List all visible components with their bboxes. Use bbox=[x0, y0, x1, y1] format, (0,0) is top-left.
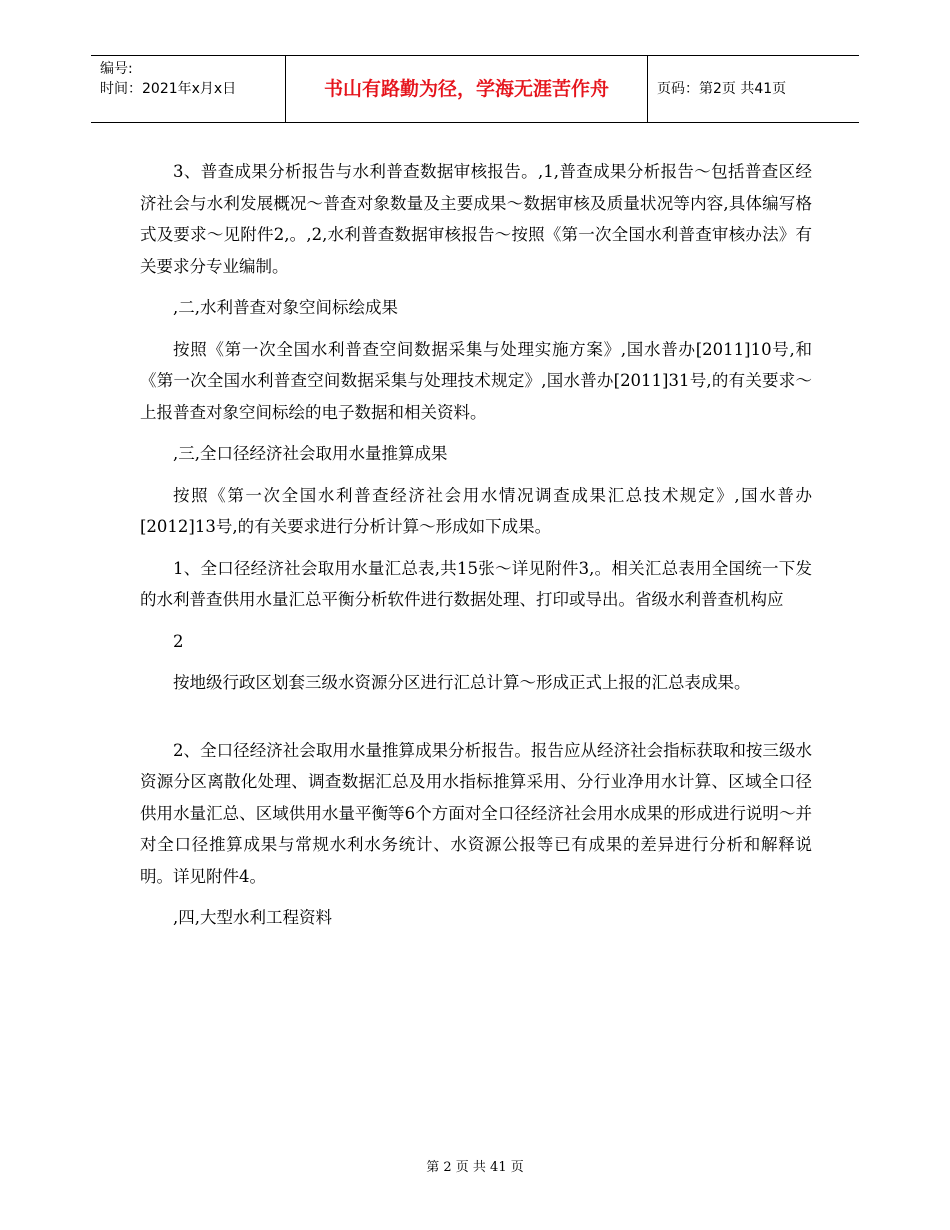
paragraph: 按照《第一次全国水利普查空间数据采集与处理实施方案》,国水普办[2011]10号,和《第一次全国水利普查空间数据采集与处理技术规定》,国水普办[2011]31号,的有关要求～上报普查对象空间标绘的电子数据和相关资料。 bbox=[140, 339, 812, 422]
paragraph: 3、普查成果分析报告与水利普查数据审核报告。,1,普查成果分析报告～包括普查区经济社会与水利发展概况～普查对象数量及主要成果～数据审核及质量状况等内容,具体编写格式及要求～见附件2,。,2,水利普查数据审核报告～按照《第一次全国水利普查审核办法》有关要求分专业编制。 bbox=[140, 162, 812, 276]
paragraph: 2、全口径经济社会取用水量推算成果分析报告。报告应从经济社会指标获取和按三级水资源分区离散化处理、调查数据汇总及用水指标推算采用、分行业净用水计算、区域全口径供用水量汇总、区域供用水量平衡等6个方面对全口径经济社会用水成果的形成进行说明～并对全口径推算成果与常规水利水务统计、水资源公报等已有成果的差异进行分析和解释说明。详见附件4。 bbox=[140, 740, 812, 886]
paragraph: 1、全口径经济社会取用水量汇总表,共15张～详见附件3,。相关汇总表用全国统一下发的水利普查供用水量汇总平衡分析软件进行数据处理、打印或导出。省级水利普查机构应 bbox=[140, 558, 812, 609]
code-label: 编号: bbox=[100, 61, 133, 77]
time-label: 时间：2021年x月x日 bbox=[100, 81, 237, 97]
section-heading: ,四,大型水利工程资料 bbox=[173, 908, 332, 927]
section-heading: ,二,水利普查对象空间标绘成果 bbox=[173, 298, 398, 317]
paragraph: 按地级行政区划套三级水资源分区进行汇总计算～形成正式上报的汇总表成果。 bbox=[173, 673, 751, 692]
header-motto: 书山有路勤为径，学海无涯苦作舟 bbox=[323, 78, 609, 100]
paragraph: 按照《第一次全国水利普查经济社会用水情况调查成果汇总技术规定》,国水普办[2012]13号,的有关要求进行分析计算～形成如下成果。 bbox=[140, 485, 812, 536]
inline-page-number: 2 bbox=[173, 631, 184, 651]
section-heading: ,三,全口径经济社会取用水量推算成果 bbox=[173, 444, 448, 463]
header-divider bbox=[647, 56, 648, 122]
document-body bbox=[140, 156, 812, 944]
header-page-info: 页码：第2页 共41页 bbox=[657, 81, 787, 97]
page-header bbox=[91, 55, 859, 123]
page-footer: 第 2 页 共 41 页 bbox=[426, 1160, 524, 1175]
header-meta bbox=[100, 59, 236, 99]
